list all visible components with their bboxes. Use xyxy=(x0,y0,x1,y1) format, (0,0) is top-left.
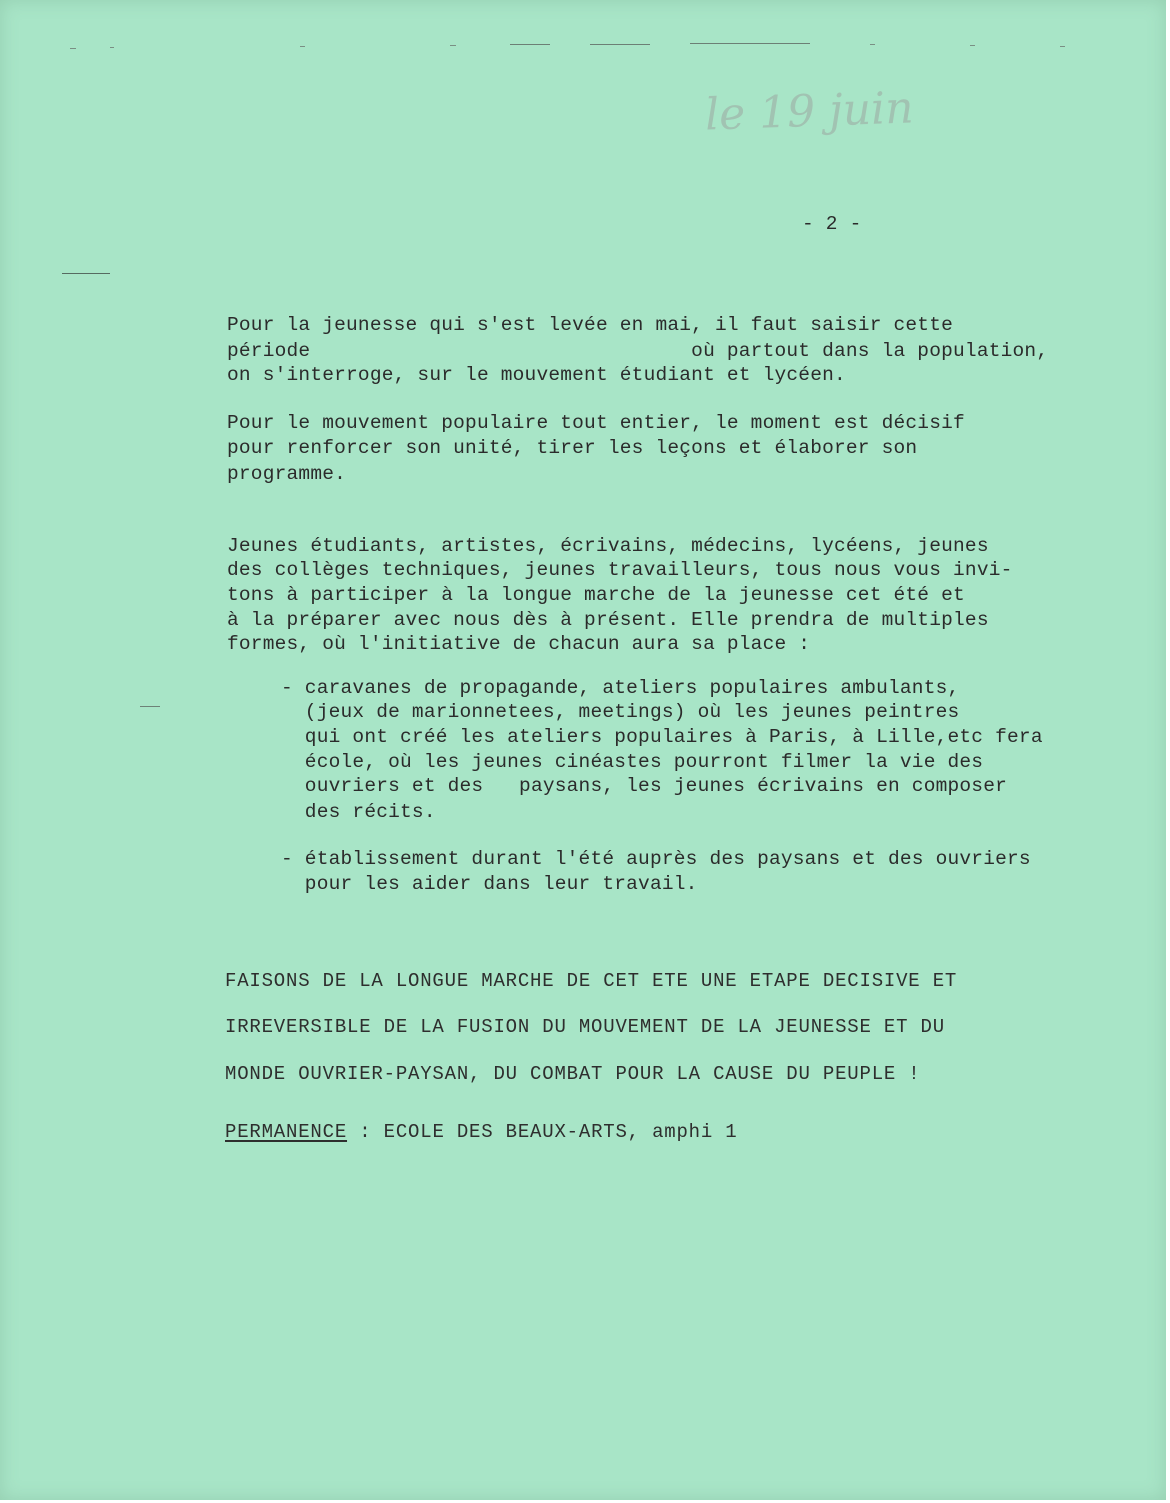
paragraph-2-line-2: pour renforcer son unité, tirer les leçons et élaborer son xyxy=(227,437,918,459)
paragraph-3-line-1: Jeunes étudiants, artistes, écrivains, médecins, lycéens, jeunes xyxy=(227,535,989,557)
bullet-1-line-5: ouvriers et des paysans, les jeunes écrivains en composer xyxy=(281,775,1008,797)
top-edge-marks xyxy=(70,40,1080,56)
bullet-2-line-2: pour les aider dans leur travail. xyxy=(281,873,698,895)
permanence-label: PERMANENCE xyxy=(225,1121,348,1143)
paragraph-2-line-3: programme. xyxy=(227,463,347,485)
paragraph-3-line-2: des collèges techniques, jeunes travailleurs, tous nous vous invi- xyxy=(227,559,1013,581)
margin-mark xyxy=(140,706,160,707)
slogan-line-2: IRREVERSIBLE DE LA FUSION DU MOUVEMENT DE LA JEUNESSE ET DU xyxy=(225,1016,945,1038)
bullet-1-line-3: qui ont créé les ateliers populaires à Paris, à Lille,etc fera xyxy=(281,726,1043,748)
paragraph-3-line-3: tons à participer à la longue marche de la jeunesse cet été et xyxy=(227,584,965,606)
paragraph-1-line-1: Pour la jeunesse qui s'est levée en mai, il faut saisir cette xyxy=(227,314,954,336)
slogan-line-3: MONDE OUVRIER-PAYSAN, DU COMBAT POUR LA CAUSE DU PEUPLE ! xyxy=(225,1063,921,1085)
handwritten-annotation: le 19 juin xyxy=(704,82,915,141)
page-number: - 2 - xyxy=(802,213,862,235)
paragraph-1-line-2: période où partout dans la population, xyxy=(227,340,1049,362)
permanence-line xyxy=(225,1120,738,1144)
bullet-1-line-2: (jeux de marionnetees, meetings) où les jeunes peintres xyxy=(281,701,960,723)
paragraph-3-line-5: formes, où l'initiative de chacun aura sa place : xyxy=(227,633,811,655)
margin-mark xyxy=(62,273,110,274)
bullet-1-line-4: école, où les jeunes cinéastes pourront filmer la vie des xyxy=(281,751,984,773)
paragraph-1-line-3: on s'interroge, sur le mouvement étudiant et lycéen. xyxy=(227,364,846,386)
bullet-1-line-6: des récits. xyxy=(281,801,436,823)
paragraph-3-line-4: à la préparer avec nous dès à présent. Elle prendra de multiples xyxy=(227,609,989,631)
permanence-address: : ECOLE DES BEAUX-ARTS, amphi 1 xyxy=(347,1121,738,1143)
bullet-1-line-1: - caravanes de propagande, ateliers populaires ambulants, xyxy=(281,677,960,699)
bullet-2-line-1: - établissement durant l'été auprès des paysans et des ouvriers xyxy=(281,848,1031,870)
paragraph-2-line-1: Pour le mouvement populaire tout entier, le moment est décisif xyxy=(227,412,965,434)
slogan-line-1: FAISONS DE LA LONGUE MARCHE DE CET ETE UNE ETAPE DECISIVE ET xyxy=(225,970,958,992)
